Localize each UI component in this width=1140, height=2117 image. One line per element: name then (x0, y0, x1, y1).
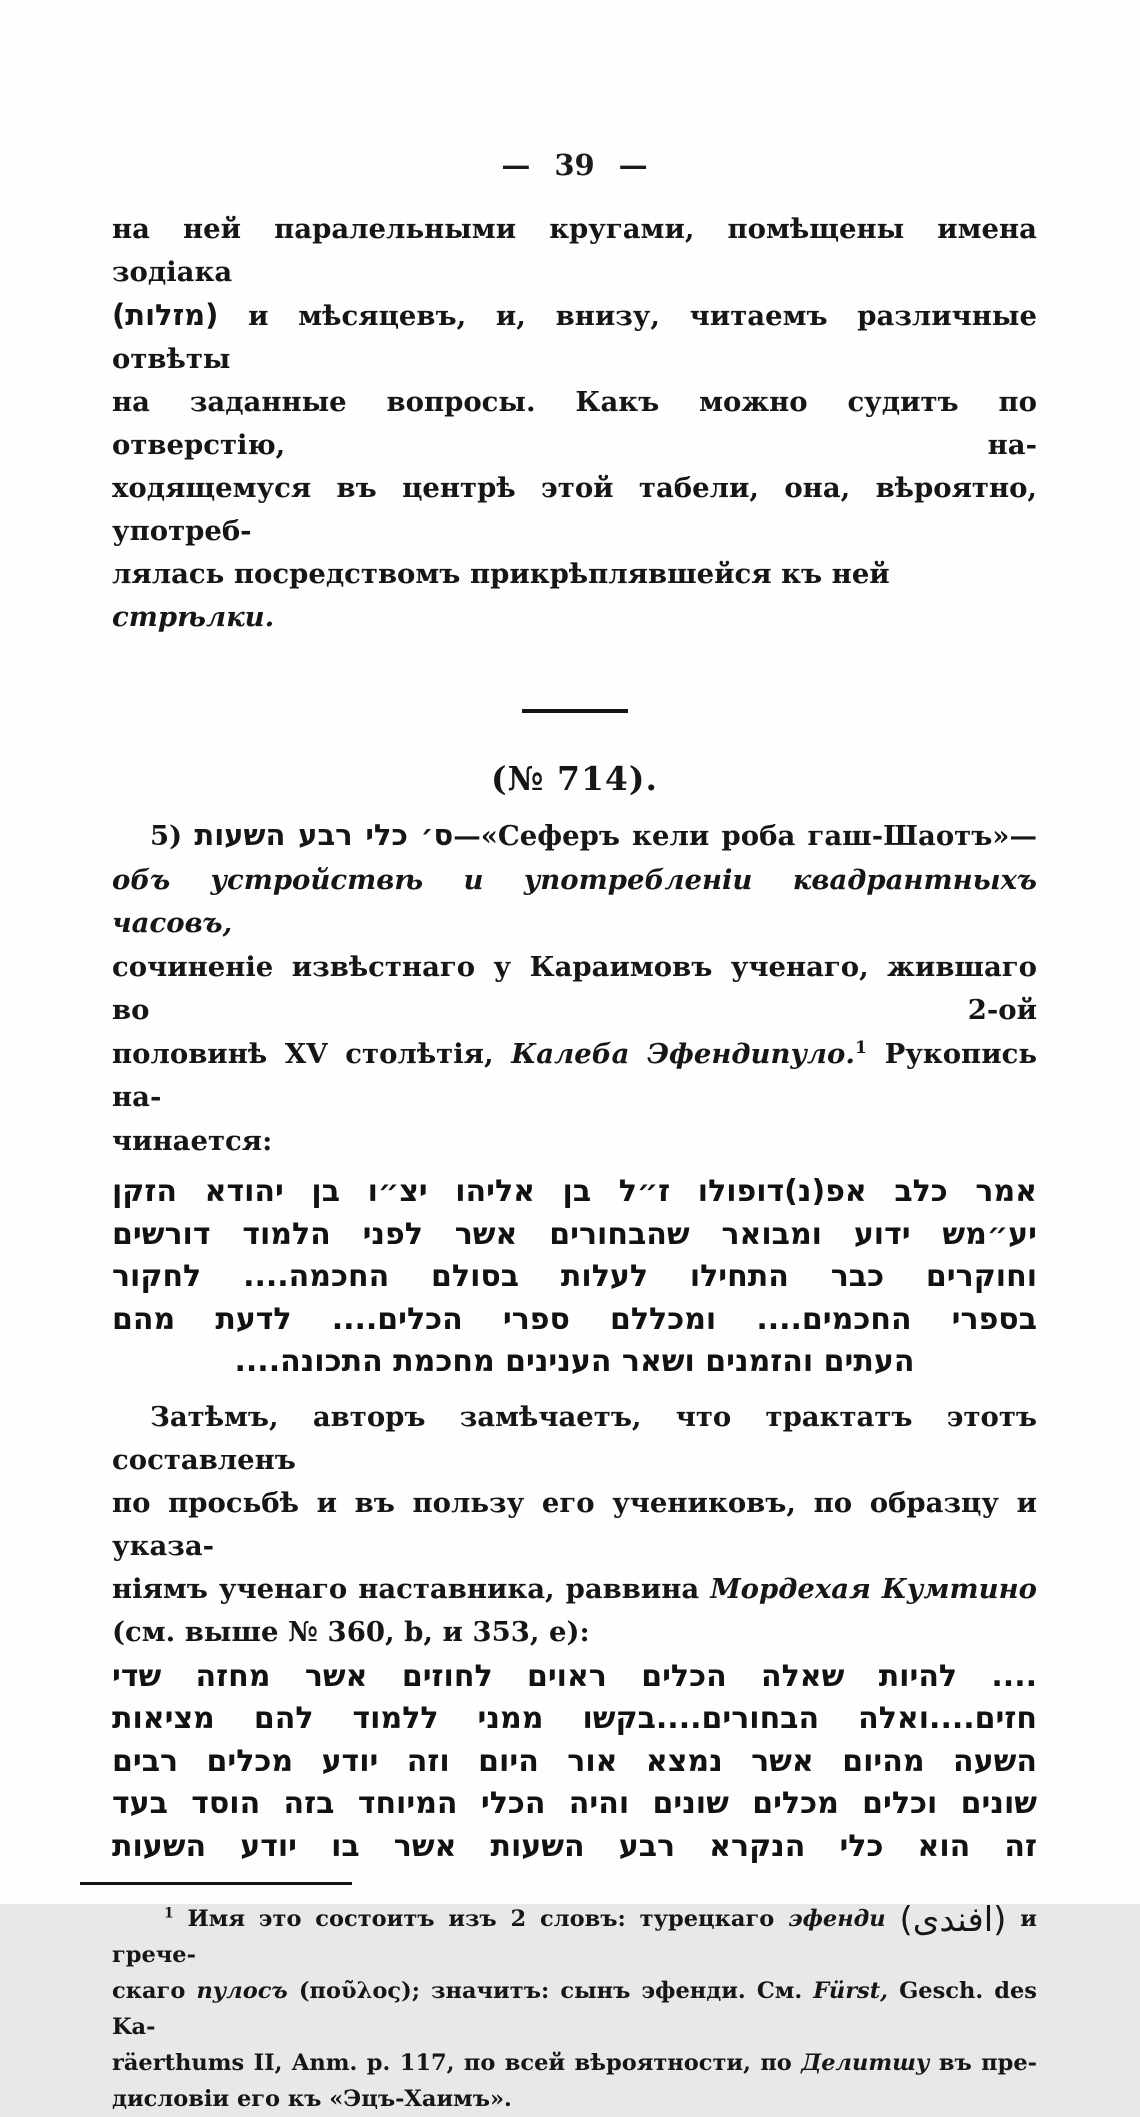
italic-name-delitzsch: Делитшу (801, 2050, 930, 2076)
text-segment: Имя это состоитъ изъ 2 словъ: турецкаго (173, 1906, 789, 1932)
text-segment: и мѣсяцевъ, и, внизу, читаемъ различные отвѣты (112, 300, 1037, 375)
hebrew-line: השעה מהיום אשר נמצא אור היום וזה יודע מכלים רבים (112, 1743, 1037, 1779)
text-segment: räerthums II, Anm. p. 117, по всей вѣроятности, по (112, 2050, 802, 2076)
italic-name-kaleb-efendipulo: Калеба Эфендипуло. (511, 1037, 855, 1070)
header-dash-right: — (618, 148, 648, 182)
text-line-italic: объ устройствѣ и употребленіи квадрантныхъ часовъ, (112, 863, 1037, 939)
running-header (112, 148, 1037, 182)
text-line: на заданные вопросы. Какъ можно судитъ по отверстію, на- (112, 386, 1037, 461)
hebrew-word-mazzalot: (מזלות) (112, 298, 219, 332)
hebrew-title-kli-reva-hashaot: ס׳ כלי רבע השעות (194, 818, 454, 852)
hebrew-quote-second (112, 1656, 1037, 1869)
text-line (112, 1033, 1037, 1120)
paragraph-continuation (112, 208, 1037, 639)
section-separator-rule (522, 709, 628, 713)
text-line (112, 553, 1037, 639)
italic-name-fuerst: Fürst, (813, 1978, 888, 2004)
footnote-line (112, 1901, 1037, 1973)
hebrew-line: יע״מש ידוע ומבואר שהבחורים אשר לפני הלמוד דורשים (112, 1216, 1037, 1252)
hebrew-line: זה הוא כלי הנקרא רבע השעות אשר בו יודע השעות (112, 1828, 1037, 1864)
italic-word-pulos: пулосъ (196, 1978, 288, 2004)
text-line (112, 814, 1037, 859)
footnote-reference-1: 1 (854, 1037, 867, 1058)
text-line (112, 1568, 1037, 1611)
arabic-word-efendi: (افندى) (899, 1900, 1007, 1940)
text-line: по просьбѣ и въ пользу его учениковъ, по образцу и указа- (112, 1486, 1037, 1562)
text-line: чинается: (112, 1124, 273, 1157)
text-line: Затѣмъ, авторъ замѣчаетъ, что трактатъ этотъ составленъ (112, 1400, 1037, 1476)
text-line (112, 294, 1037, 381)
text-segment: —«Сеферъ кели роба гаш-Шаотъ»— (453, 820, 1037, 852)
footnote-marker-1: 1 (164, 1905, 174, 1922)
text-segment: въ пре- (929, 2050, 1038, 2076)
hebrew-line: בספרי החכמים.... ומכללם ספרי הכלים.... לדעת מהם (112, 1301, 1037, 1337)
footnote-separator-rule (80, 1882, 352, 1885)
text-segment: Gesch. des Ka- (112, 1978, 1037, 2040)
text-segment: и грече- (112, 1906, 1037, 1968)
catalogue-number-heading: (№ 714). (491, 759, 658, 798)
hebrew-line: העתים והזמנים ושאר הענינים מחכמת התכונה.... (234, 1344, 915, 1379)
entry-number: 5) (150, 820, 195, 852)
italic-name-mordechai-comtino: Мордехая Кумтино (710, 1572, 1037, 1605)
hebrew-quote-incipit (112, 1171, 1037, 1384)
footnote-1 (112, 1901, 1037, 2117)
footnote-line (112, 1973, 1037, 2045)
text-line: на ней паралельными кругами, помѣщены имена зодіака (112, 213, 1037, 288)
page-number: 39 (554, 148, 595, 182)
hebrew-line: שונים וכלים מכלים שונים והיה הכלי המיוחד בזה הוסד בעד (112, 1786, 1037, 1821)
paragraph-author-note (112, 1396, 1037, 1654)
text-segment: лялась посредствомъ прикрѣплявшейся къ ней (112, 558, 890, 590)
text-segment (886, 1906, 900, 1932)
text-segment: (ποῦλος); значитъ: сынъ эфенди. См. (287, 1978, 814, 2004)
italic-word-efendi: эфенди (788, 1906, 886, 1932)
paragraph-entry-5 (112, 814, 1037, 1163)
text-segment: Рукопись на- (112, 1037, 1037, 1113)
text-segment: ніямъ ученаго наставника, раввина (112, 1572, 711, 1605)
footnote-line: дисловіи его къ «Эцъ-Хаимъ». (112, 2086, 512, 2112)
text-segment: скаго (112, 1978, 197, 2004)
hebrew-line: .... להיות שאלה הכלים ראוים לחוזים אשר מחזה שדי (112, 1658, 1037, 1694)
hebrew-line: אמר כלב אפ(נ)דופולו ז״ל בן אליהו יצ״ו בן יהודא הזקן (112, 1174, 1037, 1209)
hebrew-line: וחוקרים כבר התחילו לעלות בסולם החכמה.... לחקור (112, 1259, 1037, 1294)
text-segment: половинѣ XV столѣтія, (112, 1037, 512, 1070)
header-dash-left: — (501, 148, 531, 182)
text-line: (см. выше № 360, b, и 353, e): (112, 1615, 590, 1648)
text-line: ходящемуся въ центрѣ этой табели, она, вѣроятно, употреб- (112, 472, 1037, 547)
italic-word-strelki: стрѣлки. (112, 601, 275, 633)
hebrew-line: חזים....ואלה הבחורים....בקשו ממני ללמוד להם מציאות (112, 1701, 1037, 1736)
text-line: сочиненіе извѣстнаго у Караимовъ ученаго, жившаго во 2-ой (112, 950, 1037, 1026)
footnote-line (112, 2045, 1037, 2081)
